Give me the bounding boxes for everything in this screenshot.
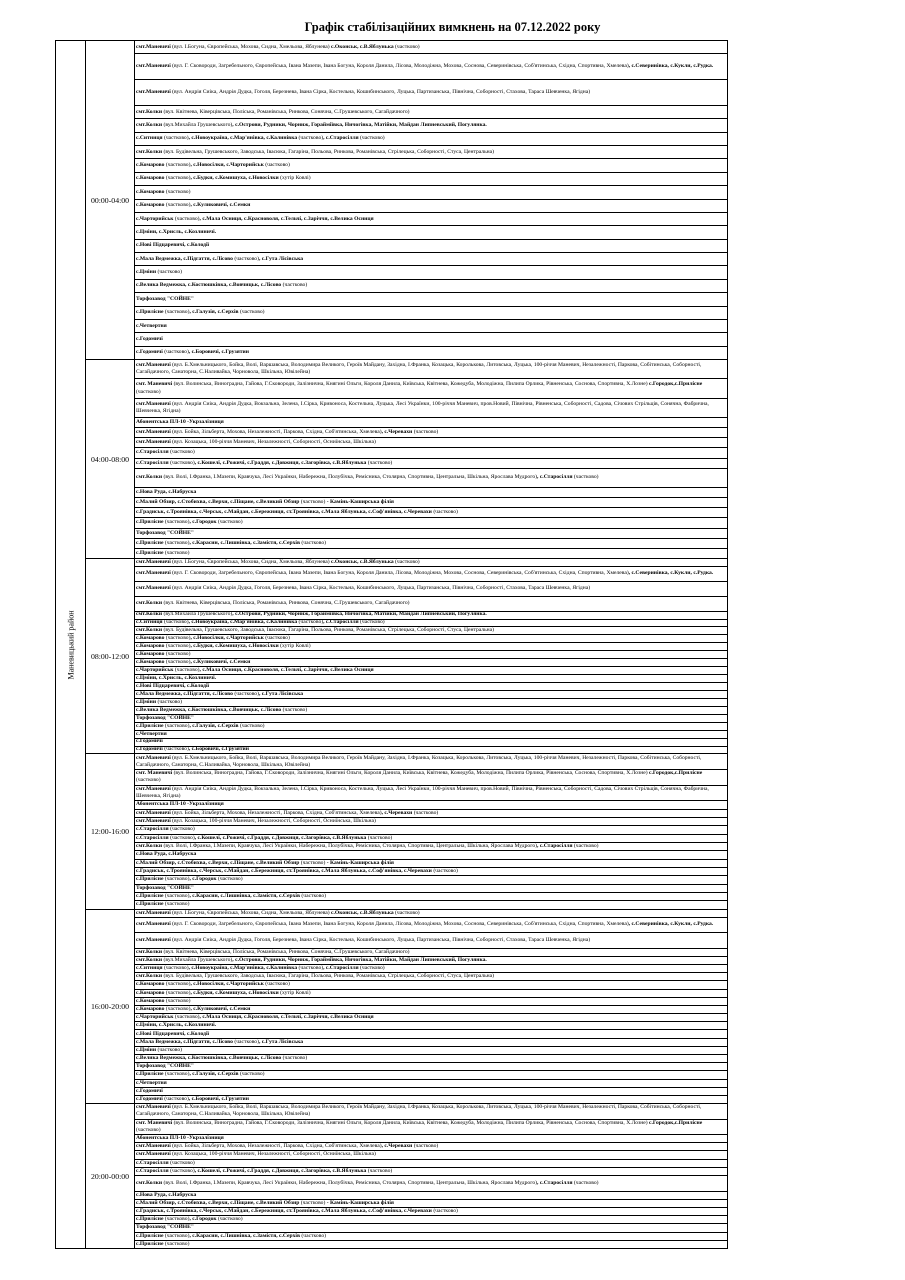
- outage-row: [135, 1096, 727, 1103]
- outage-row-text: с.Ситниця (частково), с.Новоукраїна, с.Мар'янівка, с.Калинівка (частково), с.Старосілля (частково): [136, 965, 385, 971]
- outage-row: [135, 459, 727, 469]
- outage-row-text: смт.Колки (вул.Михайла Грушевського), с.Острови, Рудники, Чорниж, Горайміївка, Ничогівка, Матійки, Майдан Липневський, Погулянка.: [136, 611, 487, 618]
- outage-row-text: с.Прилісне (частково), с.Галузія, с.Серхів (частково): [136, 722, 265, 729]
- outage-row-text: с.Ситниця (частково), с.Новоукраїна, с.Мар'янівка, с.Калинівка (частково), с.Старосілля (частково): [136, 619, 385, 626]
- outage-row: [135, 333, 727, 346]
- outage-row-text: с.Малий Обзир, с.Стобихва, с.Верхи, с.Піщане, с.Великий Обзир (частково) - Камінь-Каширська філія: [136, 499, 394, 506]
- outage-row-text: смт.Колки (вул. Волі, І.Франка, І.Мазепи, Кравчука, Лесі Українки, Набережна, Полубічка, Ремісника, Столярна, Спортивна, Центральна, Шкільна, Ярослава Мудрого), с.Старосілля (частково): [136, 1179, 599, 1186]
- outage-row: [135, 1168, 727, 1176]
- outage-row: [135, 1216, 727, 1224]
- district-label: Маневицький район: [66, 609, 75, 680]
- outage-row: [135, 635, 727, 643]
- outage-row-text: смт.Колки (вул. Волі, І.Франка, І.Мазепи, Кравчука, Лесі Українки, Набережна, Полубічка, Ремісника, Столярна, Спортивна, Центральна, Шкільна, Ярослава Мудрого), с.Старосілля (частково): [136, 843, 599, 850]
- outage-row: [135, 1030, 727, 1038]
- time-block: [86, 559, 727, 754]
- outage-row-text: с.Цміни, с.Хрисль, с.Козлиничі.: [136, 675, 217, 681]
- outage-row-text: с.Цміни, с.Хрисль, с.Козлиничі.: [136, 1022, 217, 1029]
- outage-row: [135, 488, 727, 498]
- outage-row: [135, 860, 727, 868]
- outage-row-text: Торфозавод "СОЙНЕ": [136, 529, 194, 536]
- outage-row: [135, 933, 727, 948]
- outage-row: [135, 399, 727, 418]
- outage-row-text: с.Старосілля (частково), с.Кошелі, с.Рожичі, с.Граддя, с.Довжиця, с.Загорівка, с.В.Яблунька (частково): [136, 459, 393, 466]
- outage-row-text: с.Комарово (частково), с.Новосілки, с.Чарторийськ (частково): [136, 635, 290, 642]
- outage-row-text: смт.Маневичі (вул. Г. Сковороди, Загребельного, Європейська, Івана Мазепи, Івана Богуна, Короля Данила, Лісова, Молодіжна, Мохова, Соснова, Северинівська, Соб'ятинська, Східна, Спортивна, Хмелева), с.Северинівка, с.Кукли, с.Рудка.: [136, 570, 714, 577]
- outage-row: [135, 918, 727, 933]
- outage-row-text: смт.Колки (вул.Михайла Грушевського), с.Острови, Рудники, Чорниж, Горайміївка, Ничогівка, Матійки, Майдан Липневський, Погулянка.: [136, 956, 487, 963]
- outage-row-text: с.Годомичі (частково), с.Боровичі, с.Грузятин: [136, 349, 249, 356]
- outage-row-text: смт.Маневичі (вул. Андрія Сиіка, Андрія Дудка, Вокзальна, Зелена, І.Сірка, Кривоноса, Костельна, Луцька, Лесі Українки, 100-річчя Маневич, пров.Новий, Північна, Рівненська, Соборності, Садова, Січових Стрільців, Сонячна, Фабрична, Шевченка, Ягідна): [136, 400, 709, 414]
- outage-row: [135, 186, 727, 199]
- district-cell: [56, 41, 86, 1248]
- outage-row: [135, 159, 727, 172]
- outage-row: [135, 715, 727, 723]
- outage-row: [135, 612, 727, 620]
- outage-rows: [135, 559, 727, 753]
- outage-row: [135, 293, 727, 306]
- outage-row-text: смт.Маневичі (вул. Г. Сковороди, Загребельного, Європейська, Івана Мазепи, Івана Богуна, Короля Данила, Лісова, Молодіжна, Мохова, Соснова, Северинівська, Соб'ятинська, Східна, Спортивна, Хмелева), с.Северинівка, с.Кукли, с.Рудка.: [136, 63, 714, 70]
- outage-row-text: с.Чарторийськ (частково), с.Мала Осниця, с.Красноволя, с.Тельчі, с.Заріччя, с.Велика Осниця: [136, 1014, 374, 1021]
- outage-row-text: смт.Колки (вул.Михайла Грушевського), с.Острови, Рудники, Чорниж, Горайміївка, Ничогівка, Матійки, Майдан Липневський, Погулянка.: [136, 121, 487, 128]
- outage-row-text: смт.Маневичі (вул. Андрія Сиіка, Андрія Дудка, Гоголя, Березнева, Івана Сірка, Костельна, Кошибинського, Луцька, Партизанська, Північна, Соборності, Стахова, Тараса Шевченка, Ягідна): [136, 88, 591, 95]
- outage-row-text: с.Старосілля (частково): [136, 449, 195, 456]
- outage-row: [135, 699, 727, 707]
- outage-row-text: смт. Маневичі (вул. Волинська, Виноградна, Гайова, Г.Сковороди, Залізнична, Княгині Ольги, Короля Данила, Київська, Квітнева, Кожедуба, Молодіжна, Пилипа Орлика, Рівненська, Соснова, Спортивна, Х.Лозне) с.Городок,с.Прилісне (частково): [136, 770, 703, 784]
- outage-row: [135, 320, 727, 333]
- outage-row: [135, 1200, 727, 1208]
- outage-row-text: с.Комарово (частково), с.Куликовичі, с.Семки: [136, 1005, 251, 1012]
- outage-row: [135, 620, 727, 628]
- outage-row-text: смт.Маневичі (вул. Андрія Сиіка, Андрія Дудка, Вокзальна, Зелена, І.Сірка, Кривоноса, Костельна, Луцька, Лесі Українки, 100-річчя Маневич, пров.Новий, Північна, Рівненська, Соборності, Садова, Січових Стрільців, Сонячна, Фабрична, Шевченка, Ягідна): [136, 785, 709, 800]
- outage-row-text: с.Четвертня: [136, 730, 167, 737]
- outage-row: [135, 973, 727, 981]
- outage-row: [135, 54, 727, 80]
- outage-row: [135, 1233, 727, 1241]
- outage-row: [135, 910, 727, 918]
- outage-row-text: смт.Колки (вул. Квітнева, Ківерцівська, Поліська, Романівська, Ринкова, Сонячна, С.Грушевського, Сагайдачного): [136, 108, 410, 115]
- outage-row-text: с.Прилісне (частково), с.Карасин, с.Лишнівка, с.Замістя, с.Серхів (частково): [136, 539, 326, 546]
- outage-row: [135, 901, 727, 908]
- outage-row-text: смт.Маневичі (вул. Б.Хмельницького, Бойка, Волі, Варшавська, Володимира Великого, Героїв Майдану, Західна, І.Франка, Козацька, Королькова, Литовська, Луцька, 100-річчя Маневич, Незалежності, Паркова, Собітинська, Соборності, Сагайдачного, Санаторна, С.Наливайка, Чорновола, Шкільна, Ювілейна): [136, 362, 702, 376]
- outage-row-text: с.Нова Руда, с.Набруска: [136, 488, 197, 495]
- outage-row: [135, 508, 727, 518]
- outage-row: [135, 428, 727, 438]
- outage-row: [135, 240, 727, 253]
- outage-row-text: с.Старосілля (частково): [136, 1159, 195, 1166]
- outage-row-text: Торфозавод "СОЙНЕ": [136, 1224, 194, 1231]
- outage-row: [135, 893, 727, 901]
- outage-row: [135, 747, 727, 754]
- outage-row: [135, 826, 727, 834]
- outage-row: [135, 981, 727, 989]
- outage-row: [135, 885, 727, 893]
- outage-row-text: с.Прилісне (частково), с.Городок (частково): [136, 876, 243, 883]
- outage-row: [135, 707, 727, 715]
- outage-row-text: с.Комарово (частково), с.Новосілки, с.Чарторийськ (частково): [136, 981, 290, 988]
- outage-row: [135, 1006, 727, 1014]
- outage-row-text: Торфозавод "СОЙНЕ": [136, 295, 194, 302]
- outage-row-text: смт.Колки (вул. Будівельна, Грушевського, Заводська, Івасюка, Гагаріна, Польова, Ринкова, Романівська, Стрілецька, Соборності, Стуса, Центральна): [136, 148, 494, 155]
- outage-row: [135, 1120, 727, 1135]
- outage-row: [135, 448, 727, 458]
- outage-row-text: смт.Колки (вул. Волі, І.Франка, І.Мазепи, Кравчука, Лесі Українки, Набережна, Полубічка, Ремісника, Столярна, Спортивна, Центральна, Шкільна, Ярослава Мудрого), с.Старосілля (частково): [136, 474, 599, 481]
- outage-row: [135, 868, 727, 876]
- outage-row: [135, 990, 727, 998]
- outage-row-text: с.Нова Руда, с.Набруска: [136, 851, 197, 858]
- outage-row: [135, 667, 727, 675]
- outage-row-text: с.Мала Ведмежка, с.Підгаття, с.Лісово (частково), с.Гута Лісівська: [136, 255, 304, 262]
- outage-row-text: смт.Маневичі (вул. Андрія Сиіка, Андрія Дудка, Гоголя, Березнева, Івана Сірка, Костельна, Кошибинського, Луцька, Партизанська, Північна, Соборності, Стахова, Тараса Шевченка, Ягідна): [136, 936, 591, 943]
- outage-row: [135, 651, 727, 659]
- outage-row: [135, 469, 727, 488]
- outage-row: [135, 1135, 727, 1143]
- outage-row-text: с.Малий Обзир, с.Стобихва, с.Верхи, с.Піщане, с.Великий Обзир (частково) - Камінь-Каширська філія: [136, 1199, 394, 1206]
- outage-row: [135, 818, 727, 826]
- outage-row: [135, 106, 727, 119]
- outage-row-text: с.Четвертня: [136, 322, 167, 329]
- outage-row: [135, 582, 727, 597]
- outage-row-text: с.Велика Ведмежка, с.Костюшківка, с.Вовчицьк, с.Лісово (частково): [136, 282, 308, 289]
- outage-row: [135, 731, 727, 739]
- outage-row-text: смт. Маневичі (вул. Волинська, Виноградна, Гайова, Г.Сковороди, Залізнична, Княгині Ольги, Короля Данила, Київська, Квітнева, Кожедуба, Молодіжна, Пилипа Орлика, Рівненська, Соснова, Спортивна, Х.Лозне) с.Городок,с.Прилісне (частково): [136, 1119, 703, 1133]
- outage-row: [135, 843, 727, 851]
- outage-row-text: с.Комарово (частково): [136, 997, 191, 1004]
- outage-row: [135, 119, 727, 132]
- outage-row: [135, 965, 727, 973]
- outage-rows: [135, 754, 727, 908]
- outage-row: [135, 1063, 727, 1071]
- outage-row-text: с.Годомичі (частково), с.Боровичі, с.Грузятин: [136, 746, 249, 753]
- outage-row-text: с.Старосілля (частково), с.Кошелі, с.Рожичі, с.Граддя, с.Довжиця, с.Загорівка, с.В.Яблунька (частково): [136, 1167, 393, 1174]
- outage-row-text: с.Старосілля (частково): [136, 826, 195, 833]
- outage-row-text: с.Четвертня: [136, 1079, 167, 1086]
- outage-row: [135, 559, 727, 567]
- outage-row: [135, 1055, 727, 1063]
- outage-row-text: смт.Маневичі (вул. Б.Хмельницького, Бойка, Волі, Варшавська, Володимира Великого, Героїв Майдану, Західна, І.Франка, Козацька, Королькова, Литовська, Луцька, 100-річчя Маневич, Незалежності, Паркова, Собітинська, Соборності, Сагайдачного, Санаторна, С.Наливайка, Чорновола, Шкільна, Ювілейна): [136, 1104, 702, 1118]
- outage-row: [135, 810, 727, 818]
- outage-row-text: Торфозавод "СОЙНЕ": [136, 1063, 194, 1070]
- schedule-table: [55, 40, 728, 1249]
- outage-row: [135, 1241, 727, 1248]
- outage-row-text: с.Комарово (частково), с.Новосілки, с.Чарторийськ (частково): [136, 162, 290, 169]
- outage-row: [135, 80, 727, 106]
- outage-row: [135, 675, 727, 683]
- outage-row: [135, 1047, 727, 1055]
- outage-row: [135, 379, 727, 398]
- outage-rows: [135, 1104, 727, 1248]
- outage-row: [135, 213, 727, 226]
- outage-row: [135, 754, 727, 770]
- outage-row-text: с.Прилісне (частково): [136, 549, 190, 556]
- outage-row-text: с.Комарово (частково): [136, 651, 191, 658]
- outage-row-text: Абонентська ПЛ-10 -Укрзалізниця: [136, 418, 224, 425]
- outage-row-text: смт.Колки (вул. Квітнева, Ківерцівська, Поліська, Романівська, Ринкова, Сонячна, С.Грушевського, Сагайдачного): [136, 600, 410, 607]
- outage-row-text: смт.Маневичі (вул. Козацька, 100-річчя Маневич, Незалежності, Соборності, Осниїнська, Шкільна): [136, 1151, 376, 1158]
- outage-row: [135, 957, 727, 965]
- outage-row: [135, 998, 727, 1006]
- outage-row-text: с.Комарово (частково), с.Будки, с.Комишуха, с.Новосілки (хутір Ковлі): [136, 175, 311, 182]
- outage-row-text: с.Градиськ, с.Троянівка, с.Черськ, с.Майдан, с.Бережниця, ст.Троянівка, с.Мала Яблунька, с.Соф'янівка, с.Черевахи (частково): [136, 868, 458, 875]
- outage-row: [135, 739, 727, 747]
- outage-row-text: Торфозавод "СОЙНЕ": [136, 714, 194, 721]
- outage-row: [135, 1080, 727, 1088]
- outage-row-text: с.Годомичі: [136, 1087, 163, 1094]
- outage-row-text: смт.Колки (вул. Будівельна, Грушевського, Заводська, Івасюка, Гагаріна, Польова, Ринкова, Романівська, Стрілецька, Соборності, Стуса, Центральна): [136, 973, 494, 980]
- outage-row: [135, 307, 727, 320]
- outage-row: [135, 529, 727, 539]
- outage-rows: [135, 41, 727, 359]
- outage-row: [135, 567, 727, 582]
- outage-row: [135, 360, 727, 379]
- outage-row-text: смт.Маневичі (вул. Бойка, Зільберта, Мохова, Незалежності, Паркова, Східна, Соб'ятинська, Хмелева), с.Черевахи (частково): [136, 1143, 439, 1150]
- outage-row-text: смт.Маневичі (вул. Козацька, 100-річчя Маневич, Незалежності, Соборності, Осниїнська, Шкільна): [136, 439, 376, 446]
- outage-row-text: Абонентська ПЛ-10 -Укрзалізниця: [136, 1135, 224, 1142]
- time-block: [86, 754, 727, 909]
- time-slot-label: 12:00-16:00: [86, 754, 135, 908]
- outage-row-text: с.Нові Підцаревичі, с.Колодії: [136, 1030, 210, 1037]
- time-block: [86, 360, 727, 559]
- outage-row: [135, 253, 727, 266]
- time-slot-label: 00:00-04:00: [86, 41, 135, 359]
- time-block: [86, 910, 727, 1105]
- outage-row: [135, 659, 727, 667]
- time-block: [86, 1104, 727, 1248]
- outage-row: [135, 1014, 727, 1022]
- outage-row-text: с.Комарово (частково), с.Куликовичі, с.Семки: [136, 659, 251, 666]
- outage-row-text: с.Малий Обзир, с.Стобихва, с.Верхи, с.Піщане, с.Великий Обзир (частково) - Камінь-Каширська філія: [136, 859, 394, 866]
- outage-row: [135, 597, 727, 612]
- outage-row: [135, 1224, 727, 1232]
- time-slot-label: 04:00-08:00: [86, 360, 135, 558]
- outage-row-text: с.Прилісне (частково), с.Карасин, с.Лишнівка, с.Замістя, с.Серхів (частково): [136, 1232, 326, 1239]
- outage-row-text: с.Годомичі (частково), с.Боровичі, с.Грузятин: [136, 1096, 249, 1102]
- outage-row-text: смт.Маневичі (вул. Г. Сковороди, Загребельного, Європейська, Івана Мазепи, Івана Богуна, Короля Данила, Лісова, Молодіжна, Мохова, Соснова, Северинівська, Соб'ятинська, Східна, Спортивна, Хмелева), с.Северинівка, с.Кукли, с.Рудка.: [136, 921, 714, 928]
- outage-row-text: с.Комарово (частково), с.Будки, с.Комишуха, с.Новосілки (хутір Ковлі): [136, 643, 311, 650]
- outage-row-text: смт.Маневичі (вул. І.Богуна, Європейська, Мохова, Сидна, Хмельова, Яблунева) с.Оконськ, с.В.Яблунька (частково): [136, 43, 420, 50]
- outage-row: [135, 1208, 727, 1216]
- outage-row-text: с.Нові Підцаревичі, с.Колодії: [136, 242, 210, 249]
- outage-row-text: смт.Маневичі (вул. Бойка, Зільберта, Мохова, Незалежності, Паркова, Східна, Соб'ятинська, Хмелева), с.Черевахи (частково): [136, 429, 439, 436]
- outage-row-text: Торфозавод "СОЙНЕ": [136, 884, 194, 891]
- outage-row-text: с.Цміни (частково): [136, 1046, 183, 1053]
- outage-row-text: с.Градиськ, с.Троянівка, с.Черськ, с.Майдан, с.Бережниця, ст.Троянівка, с.Мала Яблунька, с.Соф'янівка, с.Черевахи (частково): [136, 509, 458, 516]
- outage-row-text: с.Комарово (частково), с.Куликовичі, с.Семки: [136, 202, 251, 209]
- outage-row-text: с.Прилісне (частково): [136, 901, 190, 908]
- outage-row: [135, 723, 727, 731]
- outage-row-text: смт.Маневичі (вул. І.Богуна, Європейська, Мохова, Сидна, Хмельова, Яблунева) с.Оконськ, с.В.Яблунька (частково): [136, 559, 420, 565]
- outage-row-text: с.Чарторийськ (частково), с.Мала Осниця, с.Красноволя, с.Тельчі, с.Заріччя, с.Велика Осниця: [136, 667, 374, 674]
- outage-row-text: с.Велика Ведмежка, с.Костюшківка, с.Вовчицьк, с.Лісово (частково): [136, 706, 308, 713]
- outage-row-text: с.Велика Ведмежка, с.Костюшківка, с.Вовчицьк, с.Лісово (частково): [136, 1055, 308, 1062]
- outage-row: [135, 627, 727, 635]
- outage-row: [135, 146, 727, 159]
- outage-row: [135, 876, 727, 884]
- outage-row: [135, 133, 727, 146]
- outage-row: [135, 1039, 727, 1047]
- outage-row: [135, 226, 727, 239]
- outage-row-text: с.Комарово (частково), с.Будки, с.Комишуха, с.Новосілки (хутір Ковлі): [136, 989, 311, 996]
- outage-row-text: Абонентська ПЛ-10 -Укрзалізниця: [136, 801, 224, 808]
- outage-row: [135, 418, 727, 428]
- outage-row-text: смт.Маневичі (вул. Б.Хмельницького, Бойка, Волі, Варшавська, Володимира Великого, Героїв Майдану, Західна, І.Франка, Козацька, Королькова, Литовська, Луцька, 100-річчя Маневич, Незалежності, Паркова, Собітинська, Соборності, Сагайдачного, Санаторна, С.Наливайка, Чорновола, Шкільна, Ювілейна): [136, 754, 702, 768]
- outage-row: [135, 280, 727, 293]
- outage-row-text: с.Чарторийськ (частково), с.Мала Осниця, с.Красноволя, с.Тельчі, с.Заріччя, с.Велика Осниця: [136, 215, 374, 222]
- time-slot-label: 16:00-20:00: [86, 910, 135, 1104]
- outage-row: [135, 347, 727, 359]
- outage-row-text: с.Нові Підцаревичі, с.Колодії: [136, 683, 210, 689]
- outage-row: [135, 691, 727, 699]
- outage-row-text: с.Цміни (частково): [136, 698, 183, 705]
- outage-row-text: с.Годомичі: [136, 738, 163, 745]
- outage-row-text: смт.Маневичі (вул. Бойка, Зільберта, Мохова, Незалежності, Паркова, Східна, Соб'ятинська, Хмелева), с.Черевахи (частково): [136, 809, 439, 816]
- outage-row-text: с.Комарово (частково): [136, 188, 191, 195]
- outage-row-text: смт.Колки (вул. Квітнева, Ківерцівська, Поліська, Романівська, Ринкова, Сонячна, С.Грушевського, Сагайдачного): [136, 948, 410, 955]
- outage-row-text: с.Старосілля (частково), с.Кошелі, с.Рожичі, с.Граддя, с.Довжиця, с.Загорівка, с.В.Яблунька (частково): [136, 834, 393, 841]
- outage-row: [135, 835, 727, 843]
- outage-row: [135, 438, 727, 448]
- outage-row: [135, 549, 727, 558]
- outage-rows: [135, 360, 727, 558]
- outage-row: [135, 518, 727, 528]
- outage-rows: [135, 910, 727, 1104]
- outage-row: [135, 173, 727, 186]
- outage-row: [135, 41, 727, 54]
- time-slot-label: 20:00-00:00: [86, 1104, 135, 1248]
- outage-row-text: с.Цміни (частково): [136, 269, 183, 276]
- outage-row: [135, 539, 727, 549]
- outage-row-text: с.Нова Руда, с.Набруска: [136, 1191, 197, 1198]
- outage-row: [135, 1071, 727, 1079]
- outage-row-text: смт.Маневичі (вул. Козацька, 100-річчя Маневич, Незалежності, Соборності, Осниїнська, Шкільна): [136, 818, 376, 825]
- outage-row-text: с.Градиськ, с.Троянівка, с.Черськ, с.Майдан, с.Бережниця, ст.Троянівка, с.Мала Яблунька, с.Соф'янівка, с.Черевахи (частково): [136, 1208, 458, 1214]
- outage-row-text: смт. Маневичі (вул. Волинська, Виноградна, Гайова, Г.Сковороди, Залізнична, Княгині Ольги, Короля Данила, Київська, Квітнева, Кожедуба, Молодіжна, Пилипа Орлика, Рівненська, Соснова, Спортивна, Х.Лозне) с.Городок,с.Прилісне (частково): [136, 381, 703, 395]
- outage-row: [135, 949, 727, 957]
- outage-row: [135, 643, 727, 651]
- outage-row-text: с.Прилісне (частково), с.Карасин, с.Лишнівка, с.Замістя, с.Серхів (частково): [136, 893, 326, 900]
- outage-row: [135, 1192, 727, 1200]
- outage-row: [135, 770, 727, 786]
- outage-row-text: с.Прилісне (частково), с.Галузія, с.Серхів (частково): [136, 309, 265, 316]
- outage-row-text: с.Годомичі: [136, 335, 163, 342]
- outage-row-text: с.Мала Ведмежка, с.Підгаття, с.Лісово (частково), с.Гута Лісівська: [136, 690, 304, 697]
- outage-row-text: смт.Колки (вул. Будівельна, Грушевського, Заводська, Івасюка, Гагаріна, Польова, Ринкова, Романівська, Стрілецька, Соборності, Стуса, Центральна): [136, 627, 494, 634]
- outage-row: [135, 851, 727, 859]
- outage-row: [135, 1143, 727, 1151]
- outage-row-text: с.Прилісне (частково), с.Городок (частково): [136, 519, 243, 526]
- outage-row: [135, 498, 727, 508]
- outage-row: [135, 801, 727, 809]
- outage-row: [135, 1022, 727, 1030]
- outage-row-text: с.Ситниця (частково), с.Новоукраїна, с.Мар'янівка, с.Калинівка (частково), с.Старосілля (частково): [136, 135, 385, 142]
- outage-row-text: смт.Маневичі (вул. І.Богуна, Європейська, Мохова, Сидна, Хмельова, Яблунева) с.Оконськ, с.В.Яблунька (частково): [136, 909, 420, 916]
- time-blocks: [86, 41, 727, 1248]
- outage-row-text: с.Прилісне (частково): [136, 1240, 190, 1247]
- time-slot-label: 08:00-12:00: [86, 559, 135, 753]
- outage-row-text: смт.Маневичі (вул. Андрія Сиіка, Андрія Дудка, Гоголя, Березнева, Івана Сірка, Костельна, Кошибинського, Луцька, Партизанська, Північна, Соборності, Стахова, Тараса Шевченка, Ягідна): [136, 585, 591, 592]
- outage-row: [135, 1151, 727, 1159]
- outage-row-text: с.Цміни, с.Хрисль, с.Козлиничі.: [136, 228, 217, 235]
- outage-row-text: с.Прилісне (частково), с.Галузія, с.Серхів (частково): [136, 1071, 265, 1078]
- outage-row: [135, 683, 727, 691]
- page-title: Графік стабілізаційних вимкнень на 07.12.2022 року: [304, 20, 601, 34]
- outage-row: [135, 200, 727, 213]
- outage-row: [135, 786, 727, 802]
- outage-row: [135, 266, 727, 279]
- outage-row: [135, 1088, 727, 1096]
- time-block: [86, 41, 727, 360]
- outage-row-text: с.Мала Ведмежка, с.Підгаття, с.Лісово (частково), с.Гута Лісівська: [136, 1038, 304, 1045]
- outage-row: [135, 1160, 727, 1168]
- outage-row: [135, 1104, 727, 1119]
- outage-row-text: с.Прилісне (частково), с.Городок (частково): [136, 1216, 243, 1223]
- outage-row: [135, 1176, 727, 1191]
